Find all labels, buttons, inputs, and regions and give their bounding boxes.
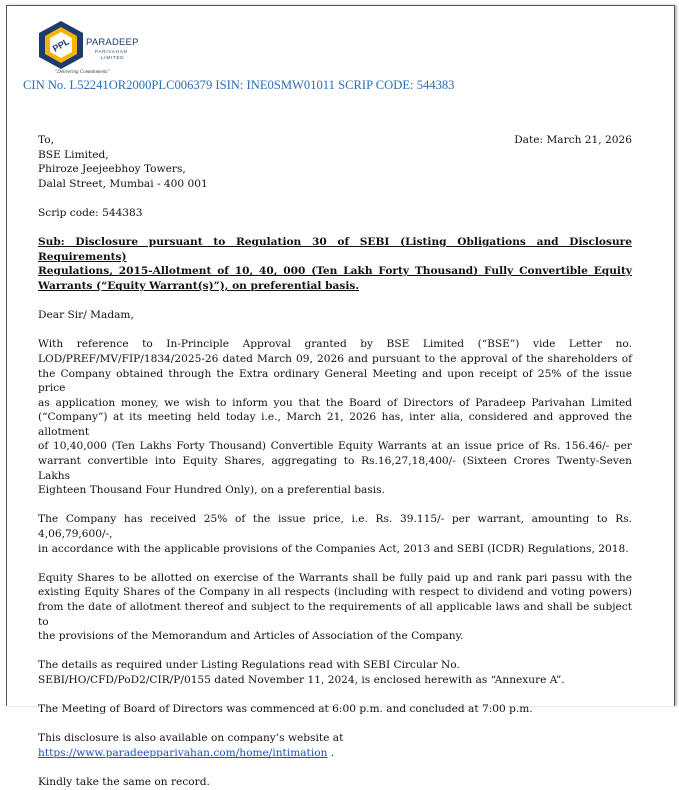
ppl-cube-icon xyxy=(35,19,87,71)
paragraph-receipt: The Company has received 25% of the issue price, i.e. Rs. 39.115/- per warrant, amounting to Rs. 4,06,79,600/-, in accordance with the applicable provisions of the Companies Act, 2013 and SEBI (ICDR) Regulations, 2018. xyxy=(38,513,632,555)
website-link[interactable]: https://www.paradeepparivahan.com/home/intimation xyxy=(38,746,328,759)
cin-line: CIN No. L52241OR2000PLC006379 ISIN: INE0SMW01011 SCRIP CODE: 544383 xyxy=(23,78,455,92)
addressee-line: Phiroze Jeejeebhoy Towers, xyxy=(38,163,186,176)
addressee-line: BSE Limited, xyxy=(38,148,109,161)
logo-mark-text: PPL xyxy=(50,36,72,54)
paragraph-website: This disclosure is also available on company’s website at https://www.paradeepparivahan.com/home/intimation . xyxy=(38,732,344,759)
paragraph-details: The details as required under Listing Regulations read with SEBI Circular No. SEBI/HO/CFD/PoD2/CIR/P/0155 dated November 11, 2024, is enclosed herewith as “Annexure A”. xyxy=(38,659,565,686)
brand-name: PARADEEP xyxy=(86,37,139,48)
letter-page xyxy=(6,5,675,789)
closing-line: Kindly take the same on record. xyxy=(38,776,210,789)
paragraph-meeting: The Meeting of Board of Directors was commenced at 6:00 p.m. and concluded at 7:00 p.m. xyxy=(38,703,533,716)
addressee-line: Dalal Street, Mumbai - 400 001 xyxy=(38,177,208,190)
brand-subtitle: PARIVAHAN LIMITED xyxy=(95,49,128,60)
paragraph-equity-shares: Equity Shares to be allotted on exercise of the Warrants shall be fully paid up and rank pari passu with the existing Equity Shares of the Company in all respects (including with respect to dividend and voting powers) from the date of allotment thereof and subject to the requirements of all applicable laws and shall be subject to the provisions of the Memorandum and Articles of Association of the Company. xyxy=(38,571,632,643)
paragraph-allotment: With reference to In-Principle Approval granted by BSE Limited (“BSE”) vide Letter no. LOD/PREF/MV/FIP/1834/2025-26 dated March 09, 2026 and pursuant to the approval of the shareholders of the Company obtained through the Extra ordinary General Meeting and upon receipt of 25% of the issue price as application money, we wish to inform you that the Board of Directors of Paradeep Parivahan Limited (“Company”) at its meeting held today i.e., March 21, 2026 has, inter alia, considered and approved the allotment of 10,40,000 (Ten Lakhs Forty Thousand) Convertible Equity Warrants at an issue price of Rs. 156.46/- per warrant convertible into Equity Shares, aggregating to Rs.16,27,18,400/- (Sixteen Crores Twenty-Seven Lakhs Eighteen Thousand Four Hundred Only), on a preferential basis. xyxy=(38,338,632,497)
to-line: To, xyxy=(38,134,54,146)
salutation: Dear Sir/ Madam, xyxy=(38,309,134,322)
subject: Sub: Disclosure pursuant to Regulation 30 of SEBI (Listing Obligations and Disclosure Requirements) Regulations, 2015-Allotment of 10, 40, 000 (Ten Lakh Forty Thousand) Fully Convertible Equity Warrants (“Equity Warrant(s)”), on preferential basis. xyxy=(38,236,632,292)
scrip-code: Scrip code: 544383 xyxy=(38,206,143,219)
company-logo xyxy=(35,19,153,79)
letter-body xyxy=(38,133,632,790)
tagline: "Delivering Commitments" xyxy=(55,70,110,75)
letter-date: Date: March 21, 2026 xyxy=(514,134,632,146)
